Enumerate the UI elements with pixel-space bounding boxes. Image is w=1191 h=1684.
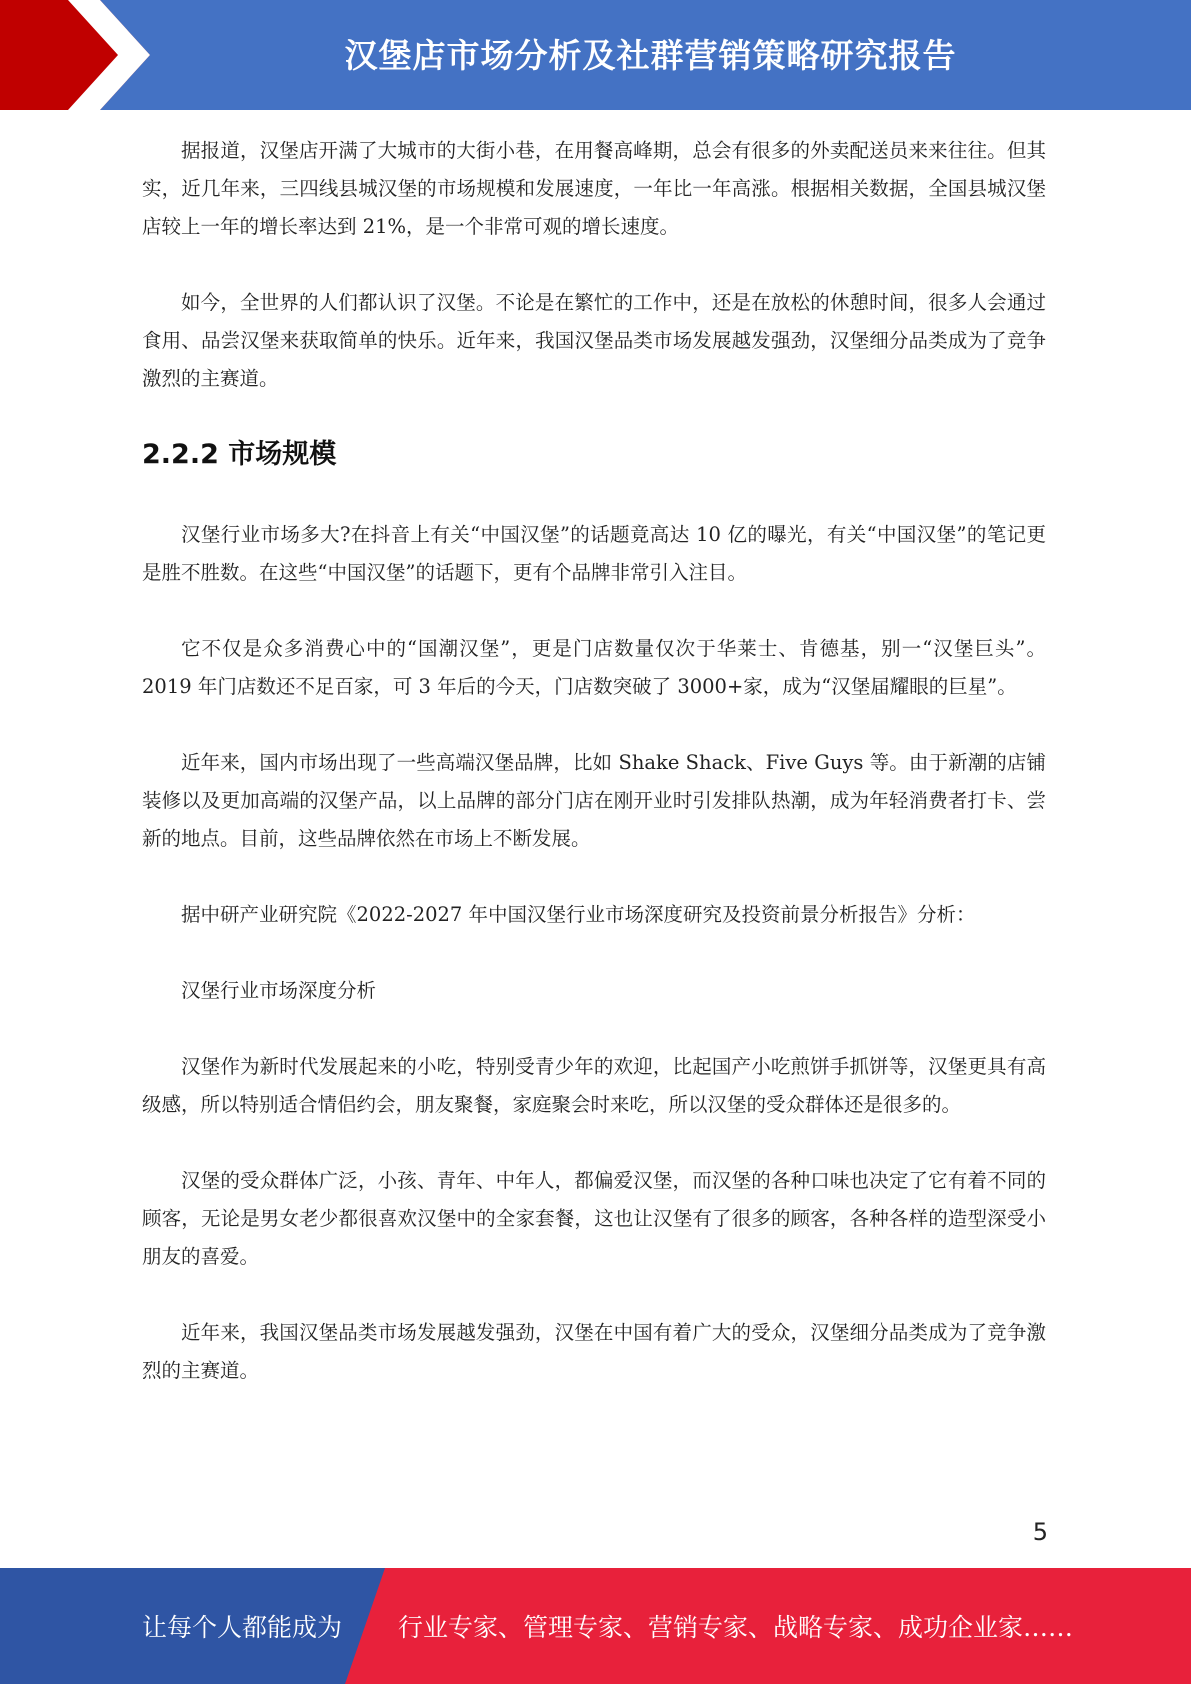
page-footer: [0, 1568, 1191, 1684]
paragraph: 汉堡行业市场深度分析: [181, 979, 377, 1002]
report-title: 汉堡店市场分析及社群营销策略研究报告: [344, 35, 957, 75]
paragraph: 如今，全世界的人们都认识了汉堡。不论是在繁忙的工作中，还是在放松的休憩时间，很多人会通过食用、品尝汉堡来获取简单的快乐。近年来，我国汉堡品类市场发展越发强劲，汉堡细分品类成为了竞争激烈的主赛道。: [142, 291, 1046, 390]
paragraph: 据中研产业研究院《2022-2027 年中国汉堡行业市场深度研究及投资前景分析报告》分析：: [181, 903, 976, 926]
page-header: [0, 0, 1191, 110]
paragraph: 近年来，我国汉堡品类市场发展越发强劲，汉堡在中国有着广大的受众，汉堡细分品类成为了竞争激烈的主赛道。: [142, 1321, 1046, 1382]
paragraph: 汉堡作为新时代发展起来的小吃，特别受青少年的欢迎，比起国产小吃煎饼手抓饼等，汉堡更具有高级感，所以特别适合情侣约会，朋友聚餐，家庭聚会时来吃，所以汉堡的受众群体还是很多的。: [142, 1055, 1046, 1116]
paragraph: 近年来，国内市场出现了一些高端汉堡品牌，比如 Shake Shack、Five Guys 等。由于新潮的店铺装修以及更加高端的汉堡产品，以上品牌的部分门店在刚开业时引发排队热潮，成为年轻消费者打卡、尝新的地点。目前，这些品牌依然在市场上不断发展。: [142, 751, 1046, 850]
page-number: 5: [1032, 1518, 1048, 1546]
section-heading: 2.2.2 市场规模: [142, 439, 337, 470]
footer-slogan-left: 让每个人都能成为: [142, 1613, 343, 1642]
document-body: [142, 132, 1046, 1428]
paragraph: 据报道，汉堡店开满了大城市的大街小巷，在用餐高峰期，总会有很多的外卖配送员来来往往。但其实，近几年来，三四线县城汉堡的市场规模和发展速度，一年比一年高涨。根据相关数据，全国县城汉堡店较上一年的增长率达到 21%，是一个非常可观的增长速度。: [142, 139, 1046, 238]
paragraph: 汉堡的受众群体广泛，小孩、青年、中年人，都偏爱汉堡，而汉堡的各种口味也决定了它有着不同的顾客，无论是男女老少都很喜欢汉堡中的全家套餐，这也让汉堡有了很多的顾客，各种各样的造型深受小朋友的喜爱。: [142, 1169, 1046, 1268]
footer-slogan-right: 行业专家、管理专家、营销专家、战略专家、成功企业家……: [398, 1613, 1074, 1642]
paragraph: 汉堡行业市场多大?在抖音上有关“中国汉堡”的话题竟高达 10 亿的曝光，有关“中国汉堡”的笔记更是胜不胜数。在这些“中国汉堡”的话题下，更有个品牌非常引入注目。: [142, 523, 1046, 584]
paragraph: 它不仅是众多消费心中的“国潮汉堡”，更是门店数量仅次于华莱士、肯德基，别一“汉堡巨头”。2019 年门店数还不足百家，可 3 年后的今天，门店数突破了 3000+家，成为“汉堡届耀眼的巨星”。: [142, 637, 1046, 698]
